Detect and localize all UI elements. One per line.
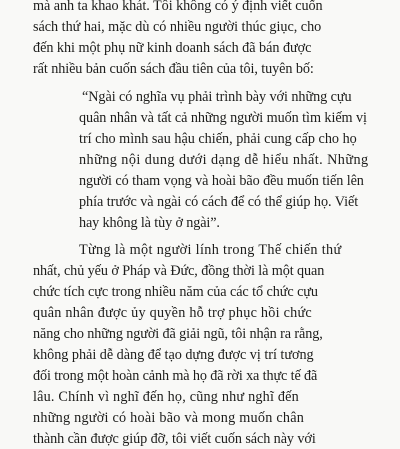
body-line: thành cần được giúp đỡ, tôi viết cuốn sách này với: [33, 431, 316, 447]
body-line: Từng là một người lính trong Thế chiến thứ: [79, 242, 342, 258]
quote-line: phía trước và ngài có cách để có thể giúp họ. Viết: [79, 194, 359, 210]
text-line: mà anh ta khao khát. Tôi không có ý định viết cuốn: [33, 0, 323, 14]
body-line: lâu. Chính vì nghĩ đến họ, cũng như nghĩ đến: [33, 389, 299, 405]
quote-line: người có tham vọng và hoài bão đều muốn tiến lên: [79, 173, 364, 189]
body-line: chức tích cực trong nhiều năm của các tổ chức cựu: [33, 284, 318, 300]
body-line: nhất, chủ yếu ở Pháp và Đức, đồng thời là một quan: [33, 263, 325, 279]
text-line: đến khi một phụ nữ kinh doanh sách đã bán được: [33, 40, 312, 56]
quote-line: quân nhân và tất cả những người muốn tìm kiếm vị: [79, 110, 367, 126]
quote-line: những nội dung dưới dạng dễ hiểu nhất. Những: [79, 152, 369, 168]
quote-line: “Ngài có nghĩa vụ phải trình bày với những cựu: [82, 89, 352, 105]
quote-line: hay không là tùy ở ngài”.: [79, 215, 220, 231]
body-line: quân nhân được ủy quyền hỗ trợ phục hồi chức: [33, 305, 312, 321]
text-line: sách thứ hai, mặc dù có nhiều người thúc giục, cho: [33, 19, 322, 35]
body-line: những người có hoài bão và mong muốn chân: [33, 410, 305, 426]
body-line: không phải dễ dàng để tạo dựng được vị trí tương: [33, 347, 314, 363]
body-line: năng cho những người đã giải ngũ, tôi nhận ra rằng,: [33, 326, 323, 342]
text-line: rất nhiều bản cuốn sách đầu tiên của tôi, tuyên bố:: [33, 61, 314, 77]
quote-line: trí cho mình sau hậu chiến, phải cung cấp cho họ: [79, 131, 357, 147]
body-line: đối trong một hoàn cảnh mà họ đã rời xa thực tế đã: [33, 368, 318, 384]
